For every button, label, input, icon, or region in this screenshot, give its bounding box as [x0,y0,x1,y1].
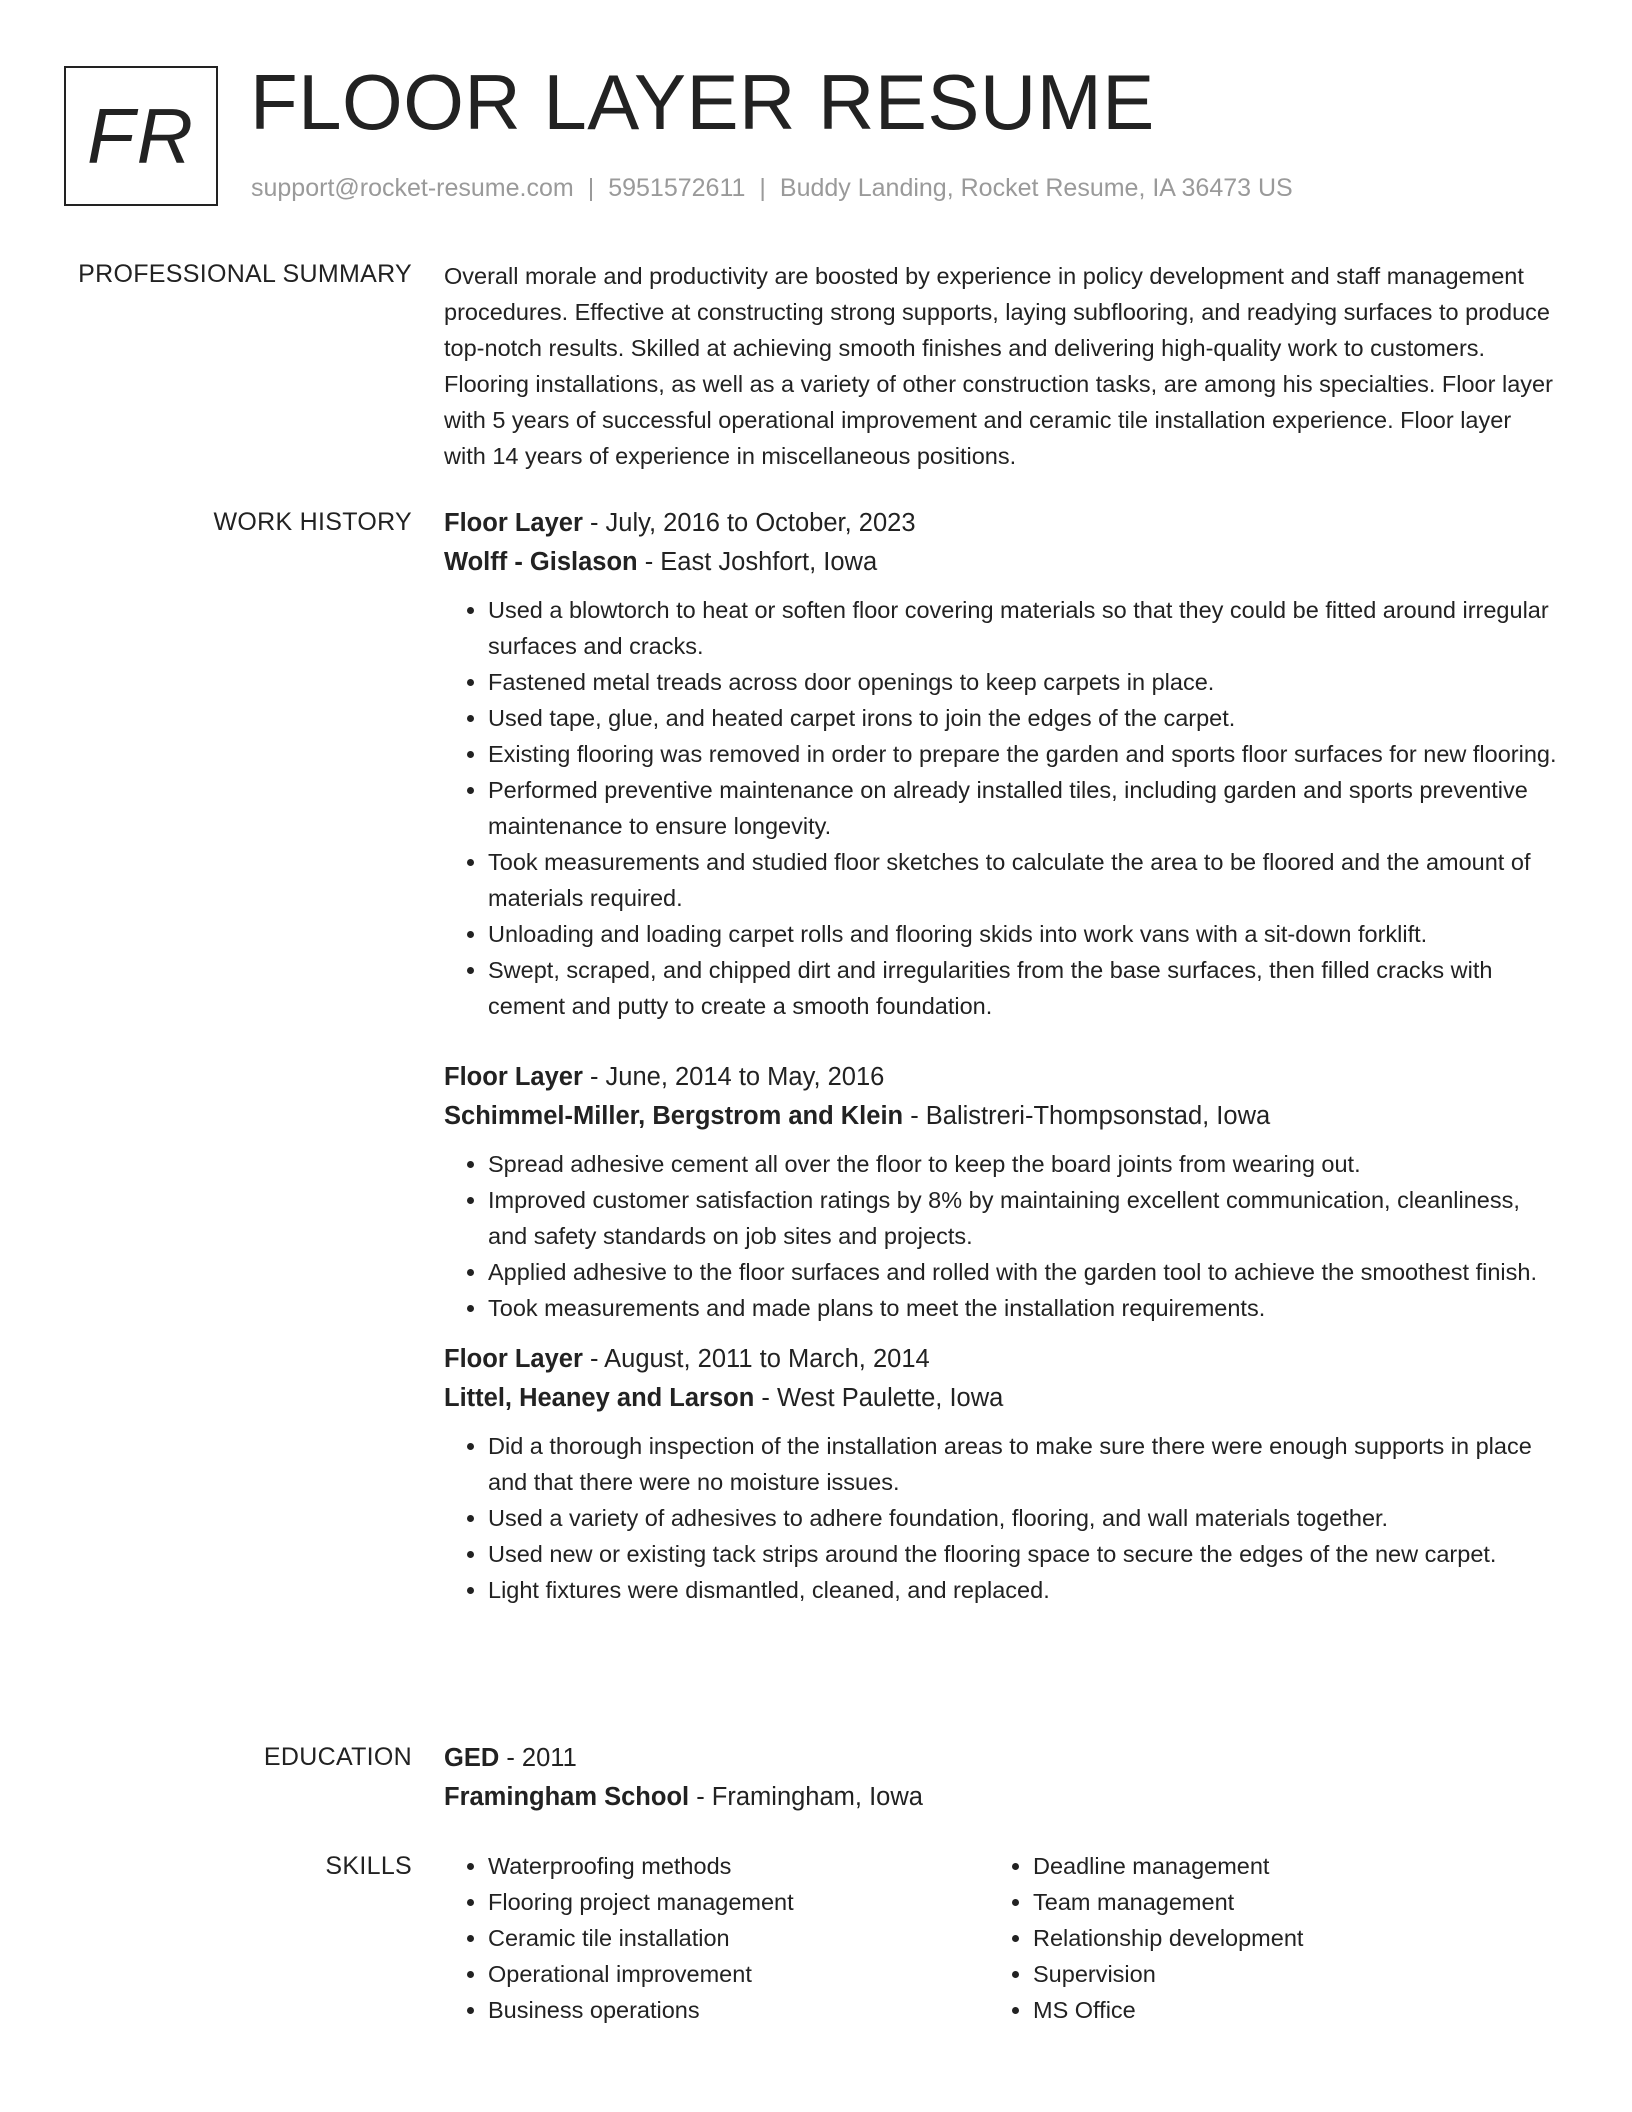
job-company: Wolff - Gislason [444,548,638,576]
job-company: Littel, Heaney and Larson [444,1384,755,1412]
job-duty: • Took measurements and made plans to meet the installation requirements. [488,1290,1559,1326]
job-duty: • Performed preventive maintenance on already installed tiles, including garden and sports preventive maintenance to ensure longevity. [488,772,1559,844]
job-duty: • Used new or existing tack strips around the flooring space to secure the edges of the new carpet. [488,1536,1559,1572]
job-dates: - June, 2014 to May, 2016 [582,1063,885,1091]
job-dates: - July, 2016 to October, 2023 [582,509,916,537]
contact-info [251,172,1293,204]
contact-address: Buddy Landing, Rocket Resume, IA 36473 US [779,174,1293,202]
education-degree: GED [444,1744,500,1772]
skills-column-left [444,1848,989,2028]
summary-body [444,258,1559,474]
job-title-line [444,1340,1559,1379]
skills-body [444,1848,1559,2028]
job-location: - West Paulette, Iowa [754,1384,1004,1412]
skill-item: • Team management [1033,1884,1534,1920]
skills-column-right [989,1848,1534,2028]
skill-item: • Operational improvement [488,1956,989,1992]
skill-item: • Supervision [1033,1956,1534,1992]
job-duty: • Existing flooring was removed in order to prepare the garden and sports floor surfaces for new flooring. [488,736,1559,772]
education-school-line [444,1778,1559,1817]
job-duty: • Light fixtures were dismantled, cleaned, and replaced. [488,1572,1559,1608]
section-label-work-history: WORK HISTORY [213,508,412,536]
job-company-line [444,1379,1559,1418]
skill-item: • Deadline management [1033,1848,1534,1884]
summary-text: Overall morale and productivity are boosted by experience in policy development and staff management procedures. Effective at constructing strong supports, laying subflooring, and readying surfaces to produce top-notch results. Skilled at achieving smooth finishes and delivering high-quality work to customers. Flooring installations, as well as a variety of other construction tasks, are among his specialties. Floor layer with 5 years of successful operational improvement and ceramic tile installation experience. Floor layer with 14 years of experience in miscellaneous positions. [444,263,1553,469]
job-duty: • Spread adhesive cement all over the floor to keep the board joints from wearing out. [488,1146,1559,1182]
job-duty: • Took measurements and studied floor sketches to calculate the area to be floored and the amount of materials required. [488,844,1559,916]
education-school: Framingham School [444,1783,690,1811]
resume-title: FLOOR LAYER RESUME [250,58,1155,146]
job-entry [444,1340,1559,1608]
contact-separator: | [759,174,766,202]
education-body [444,1739,1559,1817]
education-degree-line [444,1739,1559,1778]
job-dates: - August, 2011 to March, 2014 [582,1345,930,1373]
job-company-line [444,543,1559,582]
skills-grid [444,1848,1559,2028]
skill-item: • Ceramic tile installation [488,1920,989,1956]
skill-item: • Business operations [488,1992,989,2028]
contact-phone: 5951572611 [608,174,746,202]
job-duty: • Used tape, glue, and heated carpet irons to join the edges of the carpet. [488,700,1559,736]
skill-item: • MS Office [1033,1992,1534,2028]
job-title: Floor Layer [444,1345,583,1373]
skill-item: • Flooring project management [488,1884,989,1920]
job-company-line [444,1097,1559,1136]
section-label-summary: PROFESSIONAL SUMMARY [78,260,412,288]
education-location: - Framingham, Iowa [689,1783,923,1811]
job-duties-list [444,1146,1559,1326]
job-title-line [444,504,1559,543]
job-duty: • Swept, scraped, and chipped dirt and irregularities from the base surfaces, then filled cracks with cement and putty to create a smooth foundation. [488,952,1559,1024]
contact-separator: | [587,174,595,202]
job-duty: • Used a variety of adhesives to adhere foundation, flooring, and wall materials together. [488,1500,1559,1536]
job-duty: • Used a blowtorch to heat or soften floor covering materials so that they could be fitted around irregular surfaces and cracks. [488,592,1559,664]
skills-list [444,1848,989,2028]
job-location: - Balistreri-Thompsonstad, Iowa [903,1102,1271,1130]
job-entry [444,1058,1559,1326]
skill-item: • Waterproofing methods [488,1848,989,1884]
job-duty: • Applied adhesive to the floor surfaces and rolled with the garden tool to achieve the smoothest finish. [488,1254,1559,1290]
job-title-line [444,1058,1559,1097]
job-entry [444,504,1559,1024]
contact-email: support@rocket-resume.com [251,174,574,202]
section-label-education: EDUCATION [263,1743,412,1771]
job-title: Floor Layer [444,509,583,537]
job-duties-list [444,592,1559,1024]
job-duty: • Unloading and loading carpet rolls and flooring skids into work vans with a sit-down forklift. [488,916,1559,952]
section-label-skills: SKILLS [325,1852,412,1880]
work-history-body [444,504,1559,1608]
job-location: - East Joshfort, Iowa [637,548,878,576]
job-company: Schimmel-Miller, Bergstrom and Klein [444,1102,904,1130]
skills-list [989,1848,1534,2028]
job-title: Floor Layer [444,1063,583,1091]
job-duty: • Improved customer satisfaction ratings by 8% by maintaining excellent communication, cleanliness, and safety standards on job sites and projects. [488,1182,1559,1254]
skill-item: • Relationship development [1033,1920,1534,1956]
job-duties-list [444,1428,1559,1608]
education-year: - 2011 [499,1744,577,1772]
job-duty: • Did a thorough inspection of the installation areas to make sure there were enough supports in place and that there were no moisture issues. [488,1428,1559,1500]
job-duty: • Fastened metal treads across door openings to keep carpets in place. [488,664,1559,700]
monogram-logo: FR [64,66,218,206]
